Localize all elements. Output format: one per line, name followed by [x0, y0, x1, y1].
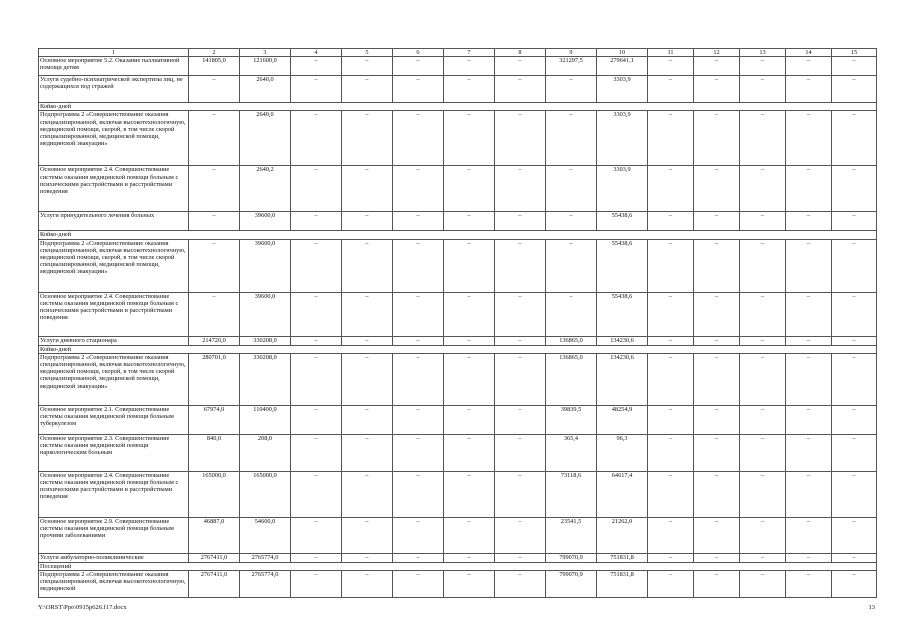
- value-cell: –: [648, 111, 694, 166]
- value-cell: 840,0: [189, 434, 240, 471]
- row-label-cell: Основное мероприятие 2.4. Совершенствование системы оказания медицинской помощи больным с психическими расстройствами и расстройствами поведения: [39, 292, 189, 336]
- unit-label: Койко-дней: [39, 345, 877, 353]
- row-label-cell: Услуги амбулаторно-поликлинические: [39, 553, 189, 562]
- value-cell: –: [694, 57, 740, 76]
- value-cell: 21262,0: [597, 517, 648, 553]
- value-cell: –: [393, 517, 444, 553]
- value-cell: 136865,0: [546, 353, 597, 405]
- unit-row: [39, 103, 877, 111]
- value-cell: –: [342, 471, 393, 517]
- value-cell: 134230,6: [597, 353, 648, 405]
- value-cell: 110400,0: [240, 405, 291, 434]
- value-cell: –: [740, 434, 786, 471]
- value-cell: 751831,8: [597, 571, 648, 598]
- value-cell: –: [291, 471, 342, 517]
- value-cell: –: [740, 553, 786, 562]
- table-row: [39, 517, 877, 553]
- value-cell: –: [393, 405, 444, 434]
- table-row: [39, 571, 877, 598]
- value-cell: –: [291, 57, 342, 76]
- unit-row: [39, 231, 877, 239]
- value-cell: –: [444, 353, 495, 405]
- column-number-cell: 7: [444, 49, 495, 57]
- value-cell: –: [495, 292, 546, 336]
- table-row: [39, 76, 877, 103]
- value-cell: –: [444, 553, 495, 562]
- value-cell: –: [342, 336, 393, 345]
- value-cell: –: [342, 166, 393, 212]
- row-label-cell: Подпрограмма 2 «Совершенствование оказания специализированной, включая высокотехнологичную, медицинской помощи, скорой, в том числе скорой специализированной, медицинской помощи, медицинской эвакуации»: [39, 353, 189, 405]
- row-label-cell: Услуги дневного стационара: [39, 336, 189, 345]
- table-row: [39, 434, 877, 471]
- value-cell: –: [648, 57, 694, 76]
- value-cell: –: [648, 76, 694, 103]
- value-cell: –: [291, 212, 342, 231]
- value-cell: –: [694, 76, 740, 103]
- value-cell: 67974,0: [189, 405, 240, 434]
- value-cell: –: [495, 212, 546, 231]
- value-cell: –: [694, 239, 740, 292]
- value-cell: –: [291, 571, 342, 598]
- row-label-cell: Подпрограмма 2 «Совершенствование оказания специализированной, включая высокотехнологичную, медицинской: [39, 571, 189, 598]
- value-cell: –: [444, 292, 495, 336]
- value-cell: –: [648, 405, 694, 434]
- value-cell: –: [786, 111, 832, 166]
- value-cell: –: [740, 212, 786, 231]
- value-cell: –: [291, 553, 342, 562]
- value-cell: –: [648, 517, 694, 553]
- value-cell: –: [786, 553, 832, 562]
- row-label-cell: Подпрограмма 2 «Совершенствование оказания специализированной, включая высокотехнологичную, медицинской помощи, скорой, в том числе скорой специализированной, медицинской помощи, медицинской эвакуации»: [39, 239, 189, 292]
- value-cell: –: [832, 405, 877, 434]
- value-cell: –: [342, 212, 393, 231]
- value-cell: –: [189, 292, 240, 336]
- column-number-cell: 10: [597, 49, 648, 57]
- value-cell: 136865,0: [546, 336, 597, 345]
- column-number-cell: 1: [39, 49, 189, 57]
- value-cell: –: [444, 57, 495, 76]
- value-cell: –: [546, 292, 597, 336]
- value-cell: –: [786, 434, 832, 471]
- value-cell: –: [342, 405, 393, 434]
- value-cell: –: [546, 239, 597, 292]
- column-number-cell: 14: [786, 49, 832, 57]
- value-cell: –: [546, 76, 597, 103]
- row-label-cell: Основное мероприятие 2.9. Совершенствование системы оказания медицинской помощи больным прочими заболеваниями: [39, 517, 189, 553]
- value-cell: 39839,5: [546, 405, 597, 434]
- value-cell: 165000,0: [240, 471, 291, 517]
- value-cell: 2765774,0: [240, 571, 291, 598]
- unit-label: Койко-дней: [39, 231, 877, 239]
- value-cell: –: [291, 353, 342, 405]
- value-cell: 54600,0: [240, 517, 291, 553]
- value-cell: –: [189, 239, 240, 292]
- value-cell: –: [740, 336, 786, 345]
- value-cell: –: [694, 166, 740, 212]
- value-cell: 55438,6: [597, 239, 648, 292]
- table-row: [39, 57, 877, 76]
- value-cell: 2767411,0: [189, 571, 240, 598]
- value-cell: –: [495, 336, 546, 345]
- value-cell: –: [393, 434, 444, 471]
- value-cell: 799070,9: [546, 571, 597, 598]
- value-cell: –: [832, 57, 877, 76]
- value-cell: –: [786, 239, 832, 292]
- value-cell: –: [495, 517, 546, 553]
- value-cell: 23541,5: [546, 517, 597, 553]
- column-number-cell: 5: [342, 49, 393, 57]
- value-cell: –: [291, 111, 342, 166]
- table-row: [39, 336, 877, 345]
- value-cell: 96,3: [597, 434, 648, 471]
- value-cell: –: [694, 336, 740, 345]
- value-cell: –: [786, 212, 832, 231]
- row-label-cell: Основное мероприятие 5.2. Оказание паллиативной помощи детям: [39, 57, 189, 76]
- value-cell: –: [786, 517, 832, 553]
- row-label-cell: Основное мероприятие 2.1. Совершенствование системы оказания медицинской помощи больным туберкулезом: [39, 405, 189, 434]
- budget-table: [38, 48, 877, 598]
- value-cell: –: [786, 76, 832, 103]
- value-cell: –: [393, 571, 444, 598]
- value-cell: –: [648, 434, 694, 471]
- table-row: [39, 353, 877, 405]
- column-number-cell: 15: [832, 49, 877, 57]
- value-cell: –: [393, 57, 444, 76]
- value-cell: –: [291, 517, 342, 553]
- value-cell: –: [832, 353, 877, 405]
- value-cell: –: [832, 76, 877, 103]
- value-cell: 799070,9: [546, 553, 597, 562]
- value-cell: –: [740, 405, 786, 434]
- column-number-cell: 8: [495, 49, 546, 57]
- value-cell: –: [648, 571, 694, 598]
- value-cell: –: [444, 405, 495, 434]
- value-cell: –: [189, 212, 240, 231]
- value-cell: –: [342, 111, 393, 166]
- value-cell: –: [495, 239, 546, 292]
- table-row: [39, 292, 877, 336]
- value-cell: –: [832, 336, 877, 345]
- value-cell: –: [291, 166, 342, 212]
- value-cell: 73118,6: [546, 471, 597, 517]
- value-cell: –: [189, 76, 240, 103]
- value-cell: –: [189, 166, 240, 212]
- value-cell: –: [495, 76, 546, 103]
- value-cell: –: [740, 57, 786, 76]
- value-cell: 279641,1: [597, 57, 648, 76]
- value-cell: 46887,0: [189, 517, 240, 553]
- row-label-cell: Подпрограмма 2 «Совершенствование оказания специализированной, включая высокотехнологичную, медицинской помощи, скорой, в том числе скорой специализированной, медицинской помощи, медицинской эвакуации»: [39, 111, 189, 166]
- value-cell: –: [740, 471, 786, 517]
- value-cell: 48254,9: [597, 405, 648, 434]
- value-cell: 55438,6: [597, 212, 648, 231]
- row-label-cell: Основное мероприятие 2.4. Совершенствование системы оказания медицинской помощи больным с психическими расстройствами и расстройствами поведения: [39, 471, 189, 517]
- value-cell: –: [291, 292, 342, 336]
- value-cell: 64617,4: [597, 471, 648, 517]
- value-cell: –: [291, 434, 342, 471]
- value-cell: –: [444, 212, 495, 231]
- value-cell: –: [342, 292, 393, 336]
- value-cell: –: [694, 471, 740, 517]
- value-cell: –: [342, 57, 393, 76]
- value-cell: –: [694, 434, 740, 471]
- value-cell: –: [393, 111, 444, 166]
- page-number: 13: [868, 604, 875, 611]
- value-cell: –: [786, 353, 832, 405]
- row-label-cell: Услуги судебно-психиатрической экспертизы лиц, не содержащихся под стражей: [39, 76, 189, 103]
- value-cell: –: [291, 405, 342, 434]
- value-cell: –: [393, 166, 444, 212]
- value-cell: 55438,6: [597, 292, 648, 336]
- table-row: [39, 239, 877, 292]
- value-cell: –: [495, 553, 546, 562]
- value-cell: –: [740, 292, 786, 336]
- value-cell: –: [444, 471, 495, 517]
- value-cell: –: [740, 166, 786, 212]
- value-cell: –: [786, 166, 832, 212]
- value-cell: –: [786, 292, 832, 336]
- value-cell: –: [393, 76, 444, 103]
- value-cell: –: [495, 571, 546, 598]
- value-cell: –: [444, 111, 495, 166]
- value-cell: –: [832, 111, 877, 166]
- value-cell: 330208,0: [240, 336, 291, 345]
- value-cell: –: [495, 353, 546, 405]
- value-cell: –: [546, 166, 597, 212]
- table-row: [39, 212, 877, 231]
- value-cell: –: [444, 239, 495, 292]
- value-cell: –: [694, 292, 740, 336]
- value-cell: –: [786, 405, 832, 434]
- value-cell: –: [291, 239, 342, 292]
- value-cell: 208,0: [240, 434, 291, 471]
- value-cell: –: [342, 353, 393, 405]
- value-cell: –: [495, 111, 546, 166]
- value-cell: –: [648, 353, 694, 405]
- value-cell: –: [694, 571, 740, 598]
- value-cell: –: [342, 571, 393, 598]
- value-cell: –: [342, 434, 393, 471]
- row-label-cell: Основное мероприятие 2.3. Совершенствование системы оказания медицинской помощи наркологическим больным: [39, 434, 189, 471]
- value-cell: –: [444, 571, 495, 598]
- column-number-cell: 13: [740, 49, 786, 57]
- value-cell: 165000,0: [189, 471, 240, 517]
- value-cell: –: [740, 571, 786, 598]
- value-cell: –: [832, 553, 877, 562]
- value-cell: –: [444, 76, 495, 103]
- value-cell: –: [786, 57, 832, 76]
- value-cell: –: [189, 111, 240, 166]
- file-path: Y:\ORST\Ppo\0915p626.f17.docx: [38, 604, 127, 611]
- value-cell: 39600,0: [240, 292, 291, 336]
- value-cell: –: [393, 353, 444, 405]
- value-cell: 39600,0: [240, 239, 291, 292]
- value-cell: 3303,9: [597, 111, 648, 166]
- unit-row: [39, 562, 877, 570]
- value-cell: –: [495, 471, 546, 517]
- column-number-cell: 2: [189, 49, 240, 57]
- value-cell: –: [740, 517, 786, 553]
- column-number-cell: 4: [291, 49, 342, 57]
- value-cell: –: [444, 336, 495, 345]
- value-cell: –: [832, 517, 877, 553]
- value-cell: –: [648, 553, 694, 562]
- value-cell: –: [648, 212, 694, 231]
- value-cell: –: [648, 292, 694, 336]
- table-row: [39, 166, 877, 212]
- value-cell: –: [393, 553, 444, 562]
- value-cell: –: [648, 239, 694, 292]
- value-cell: –: [648, 166, 694, 212]
- value-cell: 751831,8: [597, 553, 648, 562]
- value-cell: –: [444, 434, 495, 471]
- value-cell: 2640,0: [240, 111, 291, 166]
- value-cell: –: [832, 471, 877, 517]
- value-cell: –: [832, 239, 877, 292]
- value-cell: –: [832, 292, 877, 336]
- value-cell: –: [832, 212, 877, 231]
- value-cell: –: [393, 292, 444, 336]
- value-cell: –: [740, 76, 786, 103]
- value-cell: –: [393, 239, 444, 292]
- column-number-cell: 9: [546, 49, 597, 57]
- table-row: [39, 553, 877, 562]
- value-cell: –: [444, 517, 495, 553]
- row-label-cell: Основное мероприятие 2.4. Совершенствование системы оказания медицинской помощи больным с психическими расстройствами и расстройствами поведения: [39, 166, 189, 212]
- table-body: [39, 49, 877, 598]
- value-cell: 39600,0: [240, 212, 291, 231]
- value-cell: –: [648, 336, 694, 345]
- value-cell: –: [740, 239, 786, 292]
- value-cell: –: [393, 336, 444, 345]
- column-number-row: [39, 49, 877, 57]
- value-cell: –: [832, 434, 877, 471]
- value-cell: –: [740, 353, 786, 405]
- value-cell: –: [291, 76, 342, 103]
- unit-label: Койко-дней: [39, 103, 877, 111]
- table-row: [39, 405, 877, 434]
- value-cell: 330208,0: [240, 353, 291, 405]
- value-cell: 3303,9: [597, 166, 648, 212]
- column-number-cell: 11: [648, 49, 694, 57]
- value-cell: 2640,0: [240, 76, 291, 103]
- value-cell: –: [694, 517, 740, 553]
- value-cell: –: [291, 336, 342, 345]
- value-cell: –: [786, 336, 832, 345]
- row-label-cell: Услуги принудительного лечения больных: [39, 212, 189, 231]
- value-cell: –: [342, 76, 393, 103]
- value-cell: 121600,0: [240, 57, 291, 76]
- value-cell: –: [342, 553, 393, 562]
- value-cell: –: [444, 166, 495, 212]
- value-cell: 321297,5: [546, 57, 597, 76]
- column-number-cell: 12: [694, 49, 740, 57]
- value-cell: –: [648, 471, 694, 517]
- value-cell: –: [495, 405, 546, 434]
- value-cell: 2640,2: [240, 166, 291, 212]
- value-cell: –: [342, 239, 393, 292]
- table-row: [39, 111, 877, 166]
- value-cell: –: [786, 471, 832, 517]
- unit-row: [39, 345, 877, 353]
- unit-label: Посещений: [39, 562, 877, 570]
- value-cell: –: [342, 517, 393, 553]
- value-cell: 141805,0: [189, 57, 240, 76]
- value-cell: 280701,0: [189, 353, 240, 405]
- value-cell: –: [495, 57, 546, 76]
- value-cell: –: [832, 571, 877, 598]
- value-cell: –: [694, 353, 740, 405]
- value-cell: –: [393, 471, 444, 517]
- value-cell: –: [694, 553, 740, 562]
- column-number-cell: 6: [393, 49, 444, 57]
- value-cell: 2767411,0: [189, 553, 240, 562]
- value-cell: 365,4: [546, 434, 597, 471]
- value-cell: –: [740, 111, 786, 166]
- value-cell: –: [786, 571, 832, 598]
- value-cell: 2765774,0: [240, 553, 291, 562]
- value-cell: –: [694, 111, 740, 166]
- value-cell: –: [694, 212, 740, 231]
- value-cell: –: [546, 212, 597, 231]
- table-row: [39, 471, 877, 517]
- value-cell: –: [694, 405, 740, 434]
- value-cell: 3303,9: [597, 76, 648, 103]
- value-cell: 134230,6: [597, 336, 648, 345]
- value-cell: –: [546, 111, 597, 166]
- value-cell: –: [495, 166, 546, 212]
- value-cell: –: [393, 212, 444, 231]
- value-cell: 214720,0: [189, 336, 240, 345]
- column-number-cell: 3: [240, 49, 291, 57]
- value-cell: –: [832, 166, 877, 212]
- value-cell: –: [495, 434, 546, 471]
